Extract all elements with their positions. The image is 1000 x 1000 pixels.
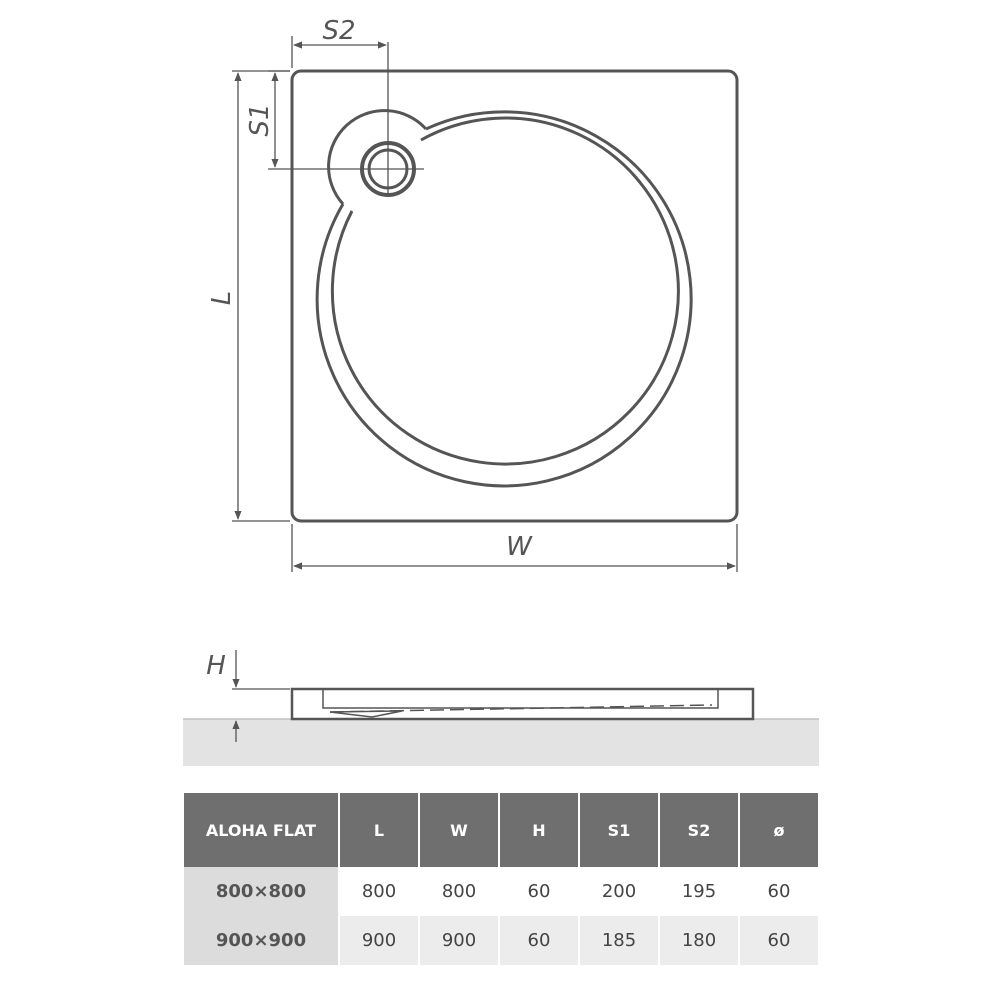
spec-table: [182, 793, 820, 965]
header-diameter: ø: [740, 793, 818, 867]
l-label: L: [207, 290, 237, 306]
table-row: [184, 867, 818, 916]
header-h: H: [500, 793, 578, 867]
table-cell: 900: [340, 916, 418, 965]
table-cell: 60: [740, 867, 818, 916]
table-cell: 800: [340, 867, 418, 916]
header-s1: S1: [580, 793, 658, 867]
table-cell: 195: [660, 867, 738, 916]
table-cell: 180: [660, 916, 738, 965]
tray-outline: [292, 71, 737, 521]
s1-label: S1: [245, 103, 275, 137]
w-label: W: [506, 532, 532, 562]
header-w: W: [420, 793, 498, 867]
header-l: L: [340, 793, 418, 867]
s2-label: S2: [322, 16, 356, 46]
table-cell: 900×900: [184, 916, 338, 965]
tray-side-profile: [292, 689, 753, 719]
table-header-row: [184, 793, 818, 867]
l-dimension: [232, 71, 290, 521]
table-row: [184, 916, 818, 965]
table-cell: 60: [740, 916, 818, 965]
table-cell: 800×800: [184, 867, 338, 916]
table-cell: 800: [420, 867, 498, 916]
table-cell: 900: [420, 916, 498, 965]
h-label: H: [206, 651, 226, 681]
header-s2: S2: [660, 793, 738, 867]
header-model: ALOHA FLAT: [184, 793, 338, 867]
table-cell: 60: [500, 867, 578, 916]
floor: [183, 719, 819, 766]
table-cell: 200: [580, 867, 658, 916]
table-cell: 185: [580, 916, 658, 965]
table-cell: 60: [500, 916, 578, 965]
